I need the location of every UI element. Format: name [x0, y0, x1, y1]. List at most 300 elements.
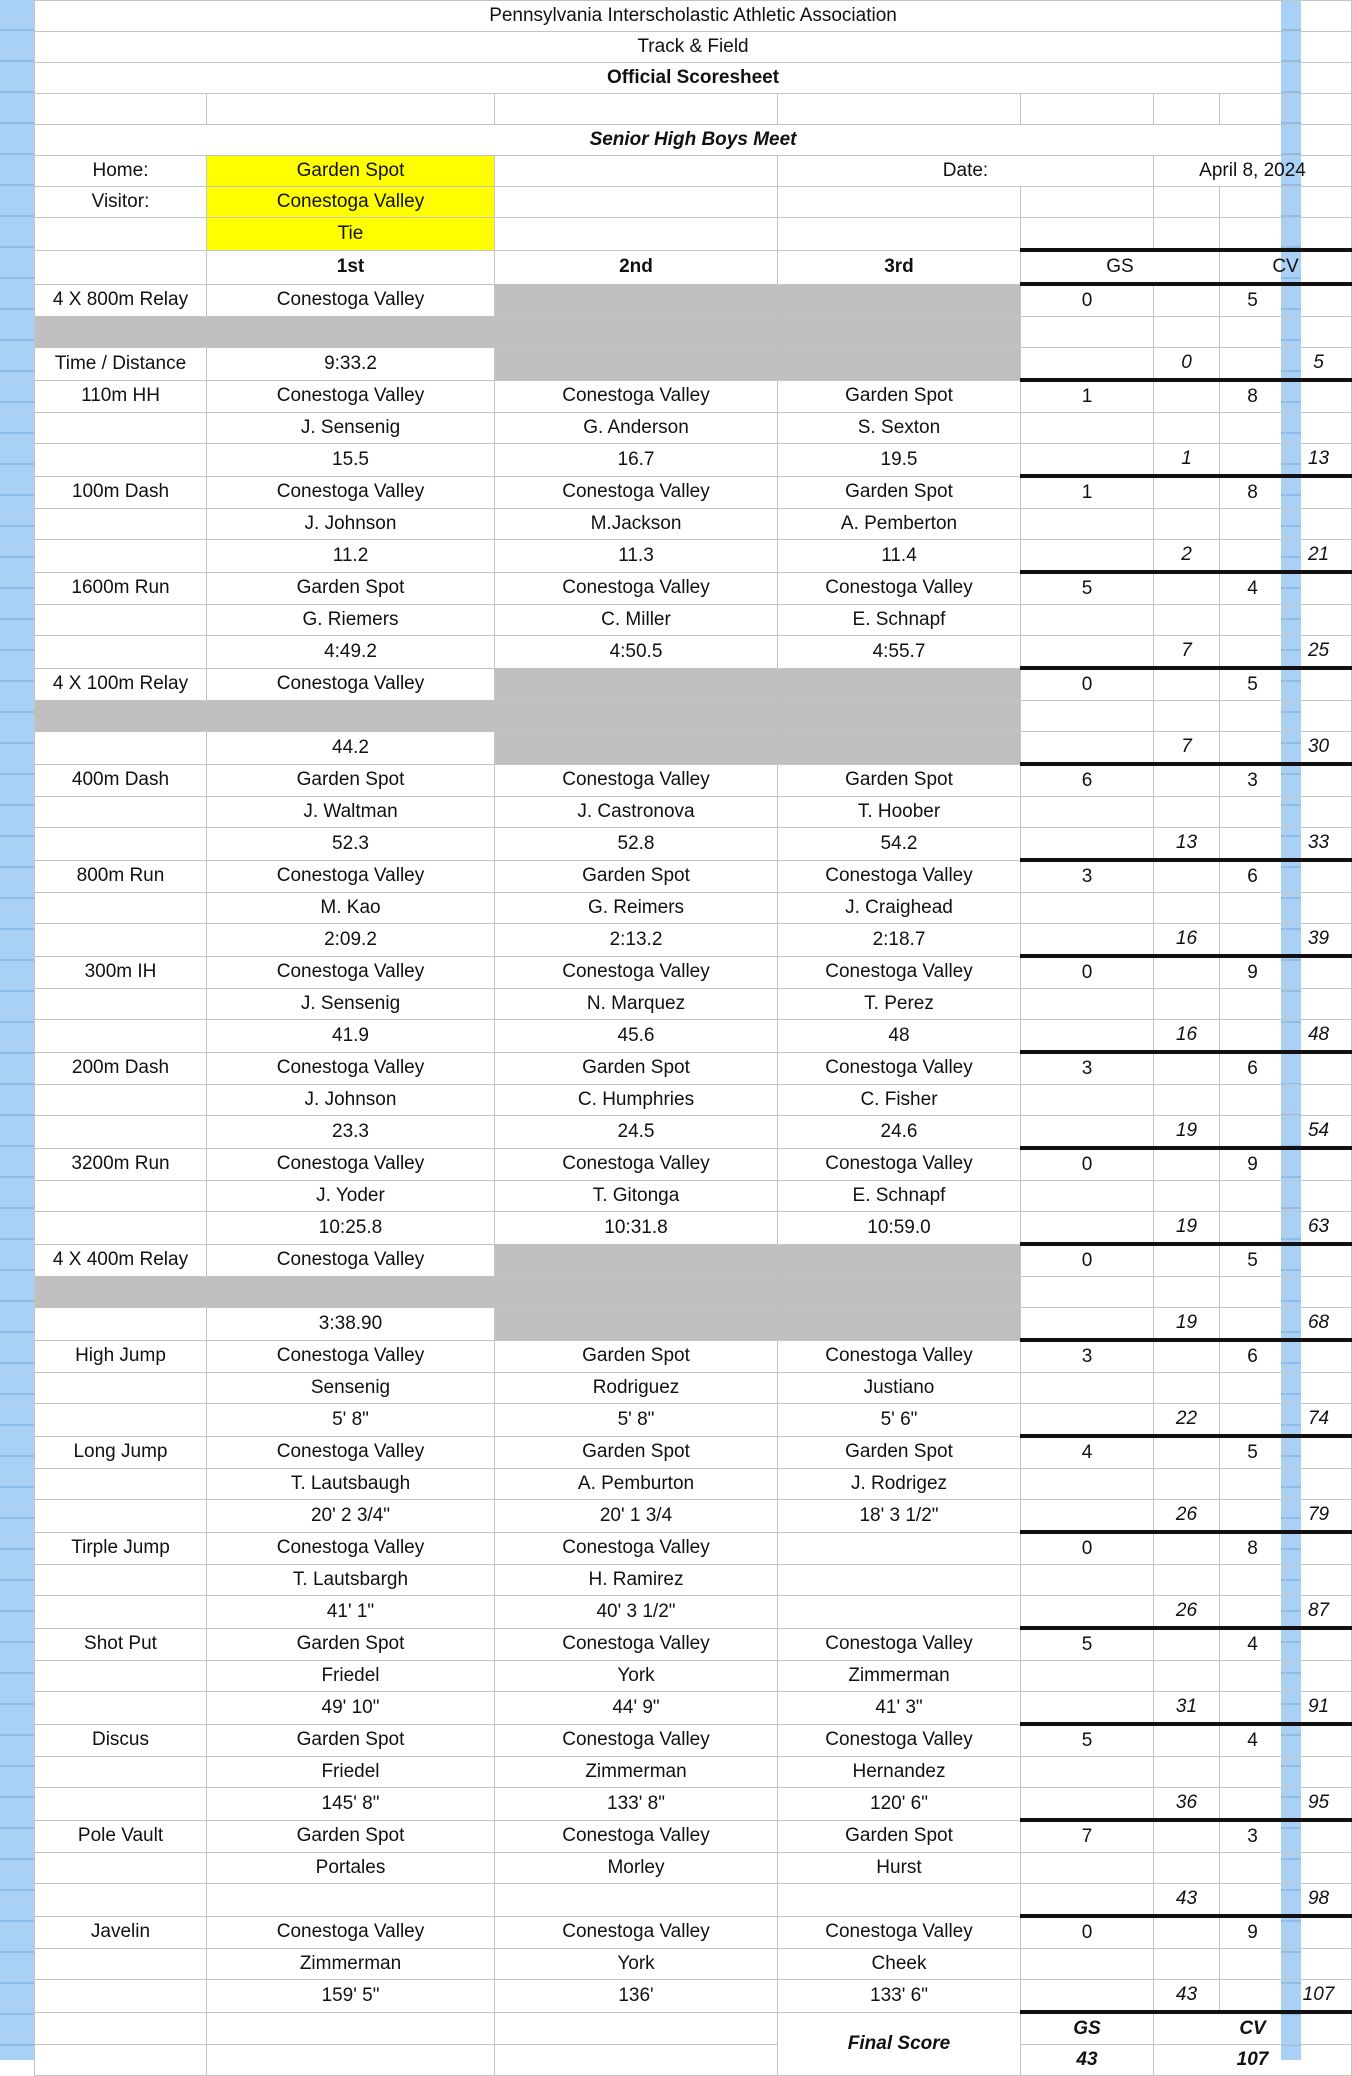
place-3-team[interactable]: Garden Spot — [778, 1436, 1021, 1469]
place-1-athlete[interactable] — [207, 1277, 495, 1308]
place-2-mark[interactable]: 44' 9" — [495, 1692, 778, 1725]
gs-cell[interactable] — [1021, 924, 1154, 957]
gs-cell[interactable] — [1021, 1884, 1154, 1917]
gs-points[interactable]: 0 — [1021, 668, 1154, 701]
cv-points[interactable]: 5 — [1220, 1244, 1286, 1277]
cv-running-total[interactable]: 95 — [1286, 1788, 1352, 1821]
cv-cell[interactable] — [1286, 1565, 1352, 1596]
cv-blank[interactable] — [1286, 1340, 1352, 1373]
tie-cell[interactable]: Tie — [207, 218, 495, 251]
cv-cell[interactable] — [1220, 1020, 1286, 1053]
cv-cell[interactable] — [1220, 1853, 1286, 1884]
place-1-mark[interactable]: 3:38.90 — [207, 1308, 495, 1341]
gs-cell[interactable] — [1154, 893, 1220, 924]
gs-blank[interactable] — [1154, 1436, 1220, 1469]
cv-cell[interactable] — [1220, 1884, 1286, 1917]
place-2-athlete[interactable] — [495, 701, 778, 732]
cv-running-total[interactable]: 25 — [1286, 636, 1352, 669]
place-3-team[interactable]: Conestoga Valley — [778, 1628, 1021, 1661]
gs-cell[interactable] — [1021, 1565, 1154, 1596]
gs-running-total[interactable]: 16 — [1154, 1020, 1220, 1053]
gs-cell[interactable] — [1021, 1788, 1154, 1821]
gs-points[interactable]: 4 — [1021, 1436, 1154, 1469]
gs-blank[interactable] — [1154, 476, 1220, 509]
place-3-athlete[interactable]: C. Fisher — [778, 1085, 1021, 1116]
gs-cell[interactable] — [1021, 1373, 1154, 1404]
gs-cell[interactable] — [1154, 1181, 1220, 1212]
gs-cell[interactable] — [1021, 413, 1154, 444]
place-2-athlete[interactable] — [495, 317, 778, 348]
place-3-mark[interactable]: 2:18.7 — [778, 924, 1021, 957]
gs-cell[interactable] — [1021, 1949, 1154, 1980]
cv-cell[interactable] — [1286, 797, 1352, 828]
place-1-team[interactable]: Conestoga Valley — [207, 668, 495, 701]
cv-cell[interactable] — [1220, 1308, 1286, 1341]
place-1-mark[interactable]: 11.2 — [207, 540, 495, 573]
place-3-team[interactable]: Conestoga Valley — [778, 860, 1021, 893]
place-1-team[interactable]: Conestoga Valley — [207, 1916, 495, 1949]
cv-blank[interactable] — [1286, 956, 1352, 989]
gs-cell[interactable] — [1021, 1085, 1154, 1116]
place-3-athlete[interactable]: Hernandez — [778, 1757, 1021, 1788]
cv-running-total[interactable]: 74 — [1286, 1404, 1352, 1437]
cv-cell[interactable] — [1286, 1277, 1352, 1308]
place-3-mark[interactable]: 41' 3" — [778, 1692, 1021, 1725]
place-2-team[interactable]: Conestoga Valley — [495, 1148, 778, 1181]
place-3-team[interactable] — [778, 668, 1021, 701]
gs-cell[interactable] — [1021, 605, 1154, 636]
cv-running-total[interactable]: 21 — [1286, 540, 1352, 573]
gs-cell[interactable] — [1021, 828, 1154, 861]
place-1-athlete[interactable]: M. Kao — [207, 893, 495, 924]
gs-blank[interactable] — [1154, 1916, 1220, 1949]
cv-points[interactable]: 9 — [1220, 1916, 1286, 1949]
cv-running-total[interactable]: 39 — [1286, 924, 1352, 957]
gs-cell[interactable] — [1154, 605, 1220, 636]
place-3-athlete[interactable] — [778, 1565, 1021, 1596]
place-1-mark[interactable]: 2:09.2 — [207, 924, 495, 957]
gs-running-total[interactable]: 0 — [1154, 348, 1220, 381]
place-2-mark[interactable] — [495, 1884, 778, 1917]
place-1-team[interactable]: Garden Spot — [207, 1628, 495, 1661]
cv-cell[interactable] — [1286, 605, 1352, 636]
place-3-team[interactable]: Conestoga Valley — [778, 1148, 1021, 1181]
place-2-athlete[interactable]: T. Gitonga — [495, 1181, 778, 1212]
gs-running-total[interactable]: 7 — [1154, 636, 1220, 669]
place-3-athlete[interactable]: Hurst — [778, 1853, 1021, 1884]
cv-cell[interactable] — [1286, 1469, 1352, 1500]
date-value[interactable]: April 8, 2024 — [1154, 156, 1352, 187]
gs-points[interactable]: 1 — [1021, 476, 1154, 509]
place-2-athlete[interactable]: J. Castronova — [495, 797, 778, 828]
gs-running-total[interactable]: 16 — [1154, 924, 1220, 957]
place-2-mark[interactable]: 10:31.8 — [495, 1212, 778, 1245]
gs-blank[interactable] — [1154, 572, 1220, 605]
cv-cell[interactable] — [1220, 1596, 1286, 1629]
cv-blank[interactable] — [1286, 476, 1352, 509]
place-1-team[interactable]: Garden Spot — [207, 572, 495, 605]
cv-running-total[interactable]: 107 — [1286, 1980, 1352, 2013]
cv-cell[interactable] — [1220, 636, 1286, 669]
gs-cell[interactable] — [1021, 1116, 1154, 1149]
gs-cell[interactable] — [1154, 797, 1220, 828]
place-3-team[interactable]: Garden Spot — [778, 764, 1021, 797]
gs-cell[interactable] — [1154, 1757, 1220, 1788]
place-2-team[interactable]: Garden Spot — [495, 1052, 778, 1085]
gs-points[interactable]: 5 — [1021, 572, 1154, 605]
place-2-mark[interactable]: 2:13.2 — [495, 924, 778, 957]
cv-cell[interactable] — [1220, 732, 1286, 765]
place-2-athlete[interactable]: G. Anderson — [495, 413, 778, 444]
cv-cell[interactable] — [1220, 1085, 1286, 1116]
cv-blank[interactable] — [1286, 764, 1352, 797]
place-3-team[interactable]: Garden Spot — [778, 380, 1021, 413]
cv-cell[interactable] — [1220, 1181, 1286, 1212]
place-3-athlete[interactable]: A. Pemberton — [778, 509, 1021, 540]
cv-blank[interactable] — [1286, 668, 1352, 701]
place-1-team[interactable]: Garden Spot — [207, 764, 495, 797]
cv-cell[interactable] — [1220, 1788, 1286, 1821]
place-3-mark[interactable]: 54.2 — [778, 828, 1021, 861]
cv-points[interactable]: 6 — [1220, 1340, 1286, 1373]
place-3-team[interactable]: Conestoga Valley — [778, 1916, 1021, 1949]
place-2-team[interactable]: Garden Spot — [495, 1436, 778, 1469]
place-1-mark[interactable]: 9:33.2 — [207, 348, 495, 381]
place-3-team[interactable]: Garden Spot — [778, 476, 1021, 509]
gs-cell[interactable] — [1154, 1949, 1220, 1980]
place-1-athlete[interactable]: T. Lautsbaugh — [207, 1469, 495, 1500]
place-1-mark[interactable]: 49' 10" — [207, 1692, 495, 1725]
cv-cell[interactable] — [1286, 893, 1352, 924]
gs-cell[interactable] — [1154, 1277, 1220, 1308]
place-3-team[interactable] — [778, 1244, 1021, 1277]
place-2-mark[interactable]: 11.3 — [495, 540, 778, 573]
gs-cell[interactable] — [1021, 509, 1154, 540]
gs-cell[interactable] — [1154, 701, 1220, 732]
cv-blank[interactable] — [1286, 860, 1352, 893]
cv-points[interactable]: 8 — [1220, 380, 1286, 413]
place-2-mark[interactable] — [495, 348, 778, 381]
place-3-mark[interactable]: 10:59.0 — [778, 1212, 1021, 1245]
cv-running-total[interactable]: 63 — [1286, 1212, 1352, 1245]
place-2-team[interactable]: Conestoga Valley — [495, 1628, 778, 1661]
place-2-athlete[interactable]: N. Marquez — [495, 989, 778, 1020]
cv-cell[interactable] — [1220, 348, 1286, 381]
place-2-team[interactable] — [495, 668, 778, 701]
cv-points[interactable]: 9 — [1220, 1148, 1286, 1181]
place-1-team[interactable]: Conestoga Valley — [207, 1148, 495, 1181]
place-3-mark[interactable]: 18' 3 1/2" — [778, 1500, 1021, 1533]
place-3-mark[interactable] — [778, 1596, 1021, 1629]
cv-cell[interactable] — [1220, 1404, 1286, 1437]
gs-running-total[interactable]: 36 — [1154, 1788, 1220, 1821]
gs-blank[interactable] — [1154, 1820, 1220, 1853]
place-3-athlete[interactable]: T. Hoober — [778, 797, 1021, 828]
place-1-team[interactable]: Conestoga Valley — [207, 1436, 495, 1469]
place-1-athlete[interactable]: J. Sensenig — [207, 989, 495, 1020]
gs-points[interactable]: 5 — [1021, 1724, 1154, 1757]
place-2-team[interactable] — [495, 284, 778, 317]
cv-running-total[interactable]: 5 — [1286, 348, 1352, 381]
place-3-mark[interactable]: 24.6 — [778, 1116, 1021, 1149]
place-2-team[interactable]: Garden Spot — [495, 1340, 778, 1373]
gs-cell[interactable] — [1021, 444, 1154, 477]
place-3-team[interactable]: Conestoga Valley — [778, 956, 1021, 989]
cv-cell[interactable] — [1286, 413, 1352, 444]
place-3-athlete[interactable]: Justiano — [778, 1373, 1021, 1404]
gs-running-total[interactable]: 13 — [1154, 828, 1220, 861]
cv-cell[interactable] — [1220, 701, 1286, 732]
place-1-mark[interactable]: 44.2 — [207, 732, 495, 765]
gs-points[interactable]: 0 — [1021, 1244, 1154, 1277]
cv-points[interactable]: 4 — [1220, 1628, 1286, 1661]
place-3-athlete[interactable]: E. Schnapf — [778, 1181, 1021, 1212]
place-3-athlete[interactable]: Zimmerman — [778, 1661, 1021, 1692]
gs-cell[interactable] — [1154, 1373, 1220, 1404]
cv-blank[interactable] — [1286, 1916, 1352, 1949]
gs-points[interactable]: 3 — [1021, 1052, 1154, 1085]
cv-running-total[interactable]: 13 — [1286, 444, 1352, 477]
gs-blank[interactable] — [1154, 1340, 1220, 1373]
cv-cell[interactable] — [1220, 1469, 1286, 1500]
gs-blank[interactable] — [1154, 284, 1220, 317]
gs-running-total[interactable]: 43 — [1154, 1980, 1220, 2013]
place-1-athlete[interactable]: J. Johnson — [207, 1085, 495, 1116]
place-1-mark[interactable]: 20' 2 3/4" — [207, 1500, 495, 1533]
place-2-mark[interactable] — [495, 1308, 778, 1341]
gs-cell[interactable] — [1021, 1757, 1154, 1788]
cv-cell[interactable] — [1220, 1116, 1286, 1149]
place-2-team[interactable]: Garden Spot — [495, 860, 778, 893]
gs-cell[interactable] — [1021, 1980, 1154, 2013]
gs-blank[interactable] — [1154, 860, 1220, 893]
gs-cell[interactable] — [1021, 701, 1154, 732]
gs-cell[interactable] — [1021, 893, 1154, 924]
gs-running-total[interactable]: 19 — [1154, 1116, 1220, 1149]
gs-running-total[interactable]: 26 — [1154, 1500, 1220, 1533]
place-3-mark[interactable]: 48 — [778, 1020, 1021, 1053]
gs-points[interactable]: 0 — [1021, 1916, 1154, 1949]
place-1-team[interactable]: Conestoga Valley — [207, 1340, 495, 1373]
cv-blank[interactable] — [1286, 1244, 1352, 1277]
place-1-athlete[interactable]: Zimmerman — [207, 1949, 495, 1980]
place-1-team[interactable]: Conestoga Valley — [207, 1052, 495, 1085]
place-3-athlete[interactable]: J. Craighead — [778, 893, 1021, 924]
gs-running-total[interactable]: 1 — [1154, 444, 1220, 477]
place-1-mark[interactable] — [207, 1884, 495, 1917]
cv-running-total[interactable]: 30 — [1286, 732, 1352, 765]
cv-cell[interactable] — [1220, 924, 1286, 957]
cv-points[interactable]: 3 — [1220, 1820, 1286, 1853]
place-2-athlete[interactable]: M.Jackson — [495, 509, 778, 540]
cv-running-total[interactable]: 68 — [1286, 1308, 1352, 1341]
gs-blank[interactable] — [1154, 1244, 1220, 1277]
cv-cell[interactable] — [1220, 797, 1286, 828]
gs-points[interactable]: 0 — [1021, 1532, 1154, 1565]
gs-running-total[interactable]: 19 — [1154, 1212, 1220, 1245]
place-1-athlete[interactable]: J. Johnson — [207, 509, 495, 540]
cv-running-total[interactable]: 33 — [1286, 828, 1352, 861]
cv-points[interactable]: 6 — [1220, 860, 1286, 893]
place-3-team[interactable] — [778, 1532, 1021, 1565]
place-1-mark[interactable]: 52.3 — [207, 828, 495, 861]
gs-points[interactable]: 0 — [1021, 956, 1154, 989]
gs-cell[interactable] — [1021, 1661, 1154, 1692]
cv-blank[interactable] — [1286, 1148, 1352, 1181]
cv-cell[interactable] — [1220, 1500, 1286, 1533]
place-1-mark[interactable]: 41.9 — [207, 1020, 495, 1053]
gs-blank[interactable] — [1154, 1724, 1220, 1757]
place-2-team[interactable]: Conestoga Valley — [495, 380, 778, 413]
cv-cell[interactable] — [1286, 1373, 1352, 1404]
gs-running-total[interactable]: 26 — [1154, 1596, 1220, 1629]
place-1-athlete[interactable]: Friedel — [207, 1757, 495, 1788]
gs-points[interactable]: 1 — [1021, 380, 1154, 413]
place-1-athlete[interactable]: Sensenig — [207, 1373, 495, 1404]
cv-blank[interactable] — [1286, 1436, 1352, 1469]
place-3-mark[interactable] — [778, 732, 1021, 765]
gs-cell[interactable] — [1021, 1469, 1154, 1500]
gs-cell[interactable] — [1021, 1212, 1154, 1245]
place-2-team[interactable]: Conestoga Valley — [495, 1820, 778, 1853]
home-team-cell[interactable]: Garden Spot — [207, 156, 495, 187]
gs-cell[interactable] — [1021, 989, 1154, 1020]
cv-points[interactable]: 5 — [1220, 1436, 1286, 1469]
gs-cell[interactable] — [1154, 1661, 1220, 1692]
cv-cell[interactable] — [1220, 540, 1286, 573]
place-1-mark[interactable]: 159' 5" — [207, 1980, 495, 2013]
cv-cell[interactable] — [1220, 1661, 1286, 1692]
place-2-mark[interactable]: 16.7 — [495, 444, 778, 477]
cv-points[interactable]: 6 — [1220, 1052, 1286, 1085]
gs-running-total[interactable]: 43 — [1154, 1884, 1220, 1917]
cv-running-total[interactable]: 91 — [1286, 1692, 1352, 1725]
place-1-team[interactable]: Conestoga Valley — [207, 860, 495, 893]
gs-cell[interactable] — [1021, 540, 1154, 573]
cv-cell[interactable] — [1220, 893, 1286, 924]
place-1-mark[interactable]: 4:49.2 — [207, 636, 495, 669]
cv-cell[interactable] — [1220, 1757, 1286, 1788]
place-2-athlete[interactable]: Rodriguez — [495, 1373, 778, 1404]
cv-cell[interactable] — [1220, 1692, 1286, 1725]
gs-cell[interactable] — [1021, 1020, 1154, 1053]
gs-blank[interactable] — [1154, 1532, 1220, 1565]
place-3-mark[interactable]: 19.5 — [778, 444, 1021, 477]
gs-points[interactable]: 3 — [1021, 1340, 1154, 1373]
place-3-athlete[interactable]: E. Schnapf — [778, 605, 1021, 636]
place-2-mark[interactable]: 133' 8" — [495, 1788, 778, 1821]
gs-cell[interactable] — [1154, 1565, 1220, 1596]
place-2-team[interactable]: Conestoga Valley — [495, 764, 778, 797]
cv-blank[interactable] — [1286, 284, 1352, 317]
gs-running-total[interactable]: 7 — [1154, 732, 1220, 765]
place-1-athlete[interactable]: T. Lautsbargh — [207, 1565, 495, 1596]
cv-points[interactable]: 5 — [1220, 668, 1286, 701]
place-2-team[interactable]: Conestoga Valley — [495, 1724, 778, 1757]
place-1-mark[interactable]: 23.3 — [207, 1116, 495, 1149]
gs-cell[interactable] — [1021, 1308, 1154, 1341]
place-2-athlete[interactable] — [495, 1277, 778, 1308]
place-2-team[interactable]: Conestoga Valley — [495, 1532, 778, 1565]
gs-cell[interactable] — [1021, 636, 1154, 669]
cv-running-total[interactable]: 87 — [1286, 1596, 1352, 1629]
place-1-athlete[interactable]: Portales — [207, 1853, 495, 1884]
place-2-athlete[interactable]: C. Miller — [495, 605, 778, 636]
gs-cell[interactable] — [1021, 1277, 1154, 1308]
cv-cell[interactable] — [1220, 317, 1286, 348]
cv-running-total[interactable]: 48 — [1286, 1020, 1352, 1053]
cv-cell[interactable] — [1220, 413, 1286, 444]
place-2-mark[interactable]: 45.6 — [495, 1020, 778, 1053]
place-3-mark[interactable]: 11.4 — [778, 540, 1021, 573]
gs-cell[interactable] — [1154, 989, 1220, 1020]
place-3-mark[interactable]: 4:55.7 — [778, 636, 1021, 669]
cv-blank[interactable] — [1286, 572, 1352, 605]
gs-running-total[interactable]: 31 — [1154, 1692, 1220, 1725]
place-1-team[interactable]: Garden Spot — [207, 1820, 495, 1853]
gs-cell[interactable] — [1021, 1596, 1154, 1629]
gs-points[interactable]: 3 — [1021, 860, 1154, 893]
cv-cell[interactable] — [1286, 317, 1352, 348]
gs-blank[interactable] — [1154, 764, 1220, 797]
place-2-athlete[interactable]: Morley — [495, 1853, 778, 1884]
place-2-mark[interactable]: 136' — [495, 1980, 778, 2013]
cv-running-total[interactable]: 79 — [1286, 1500, 1352, 1533]
cv-cell[interactable] — [1286, 1757, 1352, 1788]
place-3-team[interactable] — [778, 284, 1021, 317]
place-1-athlete[interactable]: J. Waltman — [207, 797, 495, 828]
gs-cell[interactable] — [1021, 1500, 1154, 1533]
gs-cell[interactable] — [1154, 317, 1220, 348]
place-3-mark[interactable] — [778, 1884, 1021, 1917]
place-3-athlete[interactable]: T. Perez — [778, 989, 1021, 1020]
place-2-athlete[interactable]: York — [495, 1949, 778, 1980]
cv-points[interactable]: 5 — [1220, 284, 1286, 317]
cv-cell[interactable] — [1220, 989, 1286, 1020]
gs-blank[interactable] — [1154, 380, 1220, 413]
cv-points[interactable]: 3 — [1220, 764, 1286, 797]
cv-points[interactable]: 8 — [1220, 1532, 1286, 1565]
gs-cell[interactable] — [1021, 1181, 1154, 1212]
place-1-athlete[interactable]: J. Sensenig — [207, 413, 495, 444]
place-1-team[interactable]: Conestoga Valley — [207, 1532, 495, 1565]
place-3-team[interactable]: Conestoga Valley — [778, 572, 1021, 605]
place-1-team[interactable]: Garden Spot — [207, 1724, 495, 1757]
place-3-mark[interactable] — [778, 1308, 1021, 1341]
place-2-mark[interactable]: 20' 1 3/4 — [495, 1500, 778, 1533]
gs-blank[interactable] — [1154, 1628, 1220, 1661]
cv-blank[interactable] — [1286, 1724, 1352, 1757]
gs-cell[interactable] — [1021, 317, 1154, 348]
cv-cell[interactable] — [1220, 1949, 1286, 1980]
place-2-team[interactable] — [495, 1244, 778, 1277]
place-3-athlete[interactable]: J. Rodrigez — [778, 1469, 1021, 1500]
place-2-athlete[interactable]: Zimmerman — [495, 1757, 778, 1788]
gs-blank[interactable] — [1154, 1052, 1220, 1085]
place-3-athlete[interactable] — [778, 317, 1021, 348]
cv-blank[interactable] — [1286, 1532, 1352, 1565]
place-3-mark[interactable]: 5' 6" — [778, 1404, 1021, 1437]
cv-blank[interactable] — [1286, 1052, 1352, 1085]
cv-points[interactable]: 4 — [1220, 572, 1286, 605]
place-1-team[interactable]: Conestoga Valley — [207, 476, 495, 509]
place-2-team[interactable]: Conestoga Valley — [495, 572, 778, 605]
cv-cell[interactable] — [1286, 509, 1352, 540]
cv-blank[interactable] — [1286, 380, 1352, 413]
visitor-team-cell[interactable]: Conestoga Valley — [207, 187, 495, 218]
place-1-mark[interactable]: 145' 8" — [207, 1788, 495, 1821]
cv-cell[interactable] — [1220, 828, 1286, 861]
